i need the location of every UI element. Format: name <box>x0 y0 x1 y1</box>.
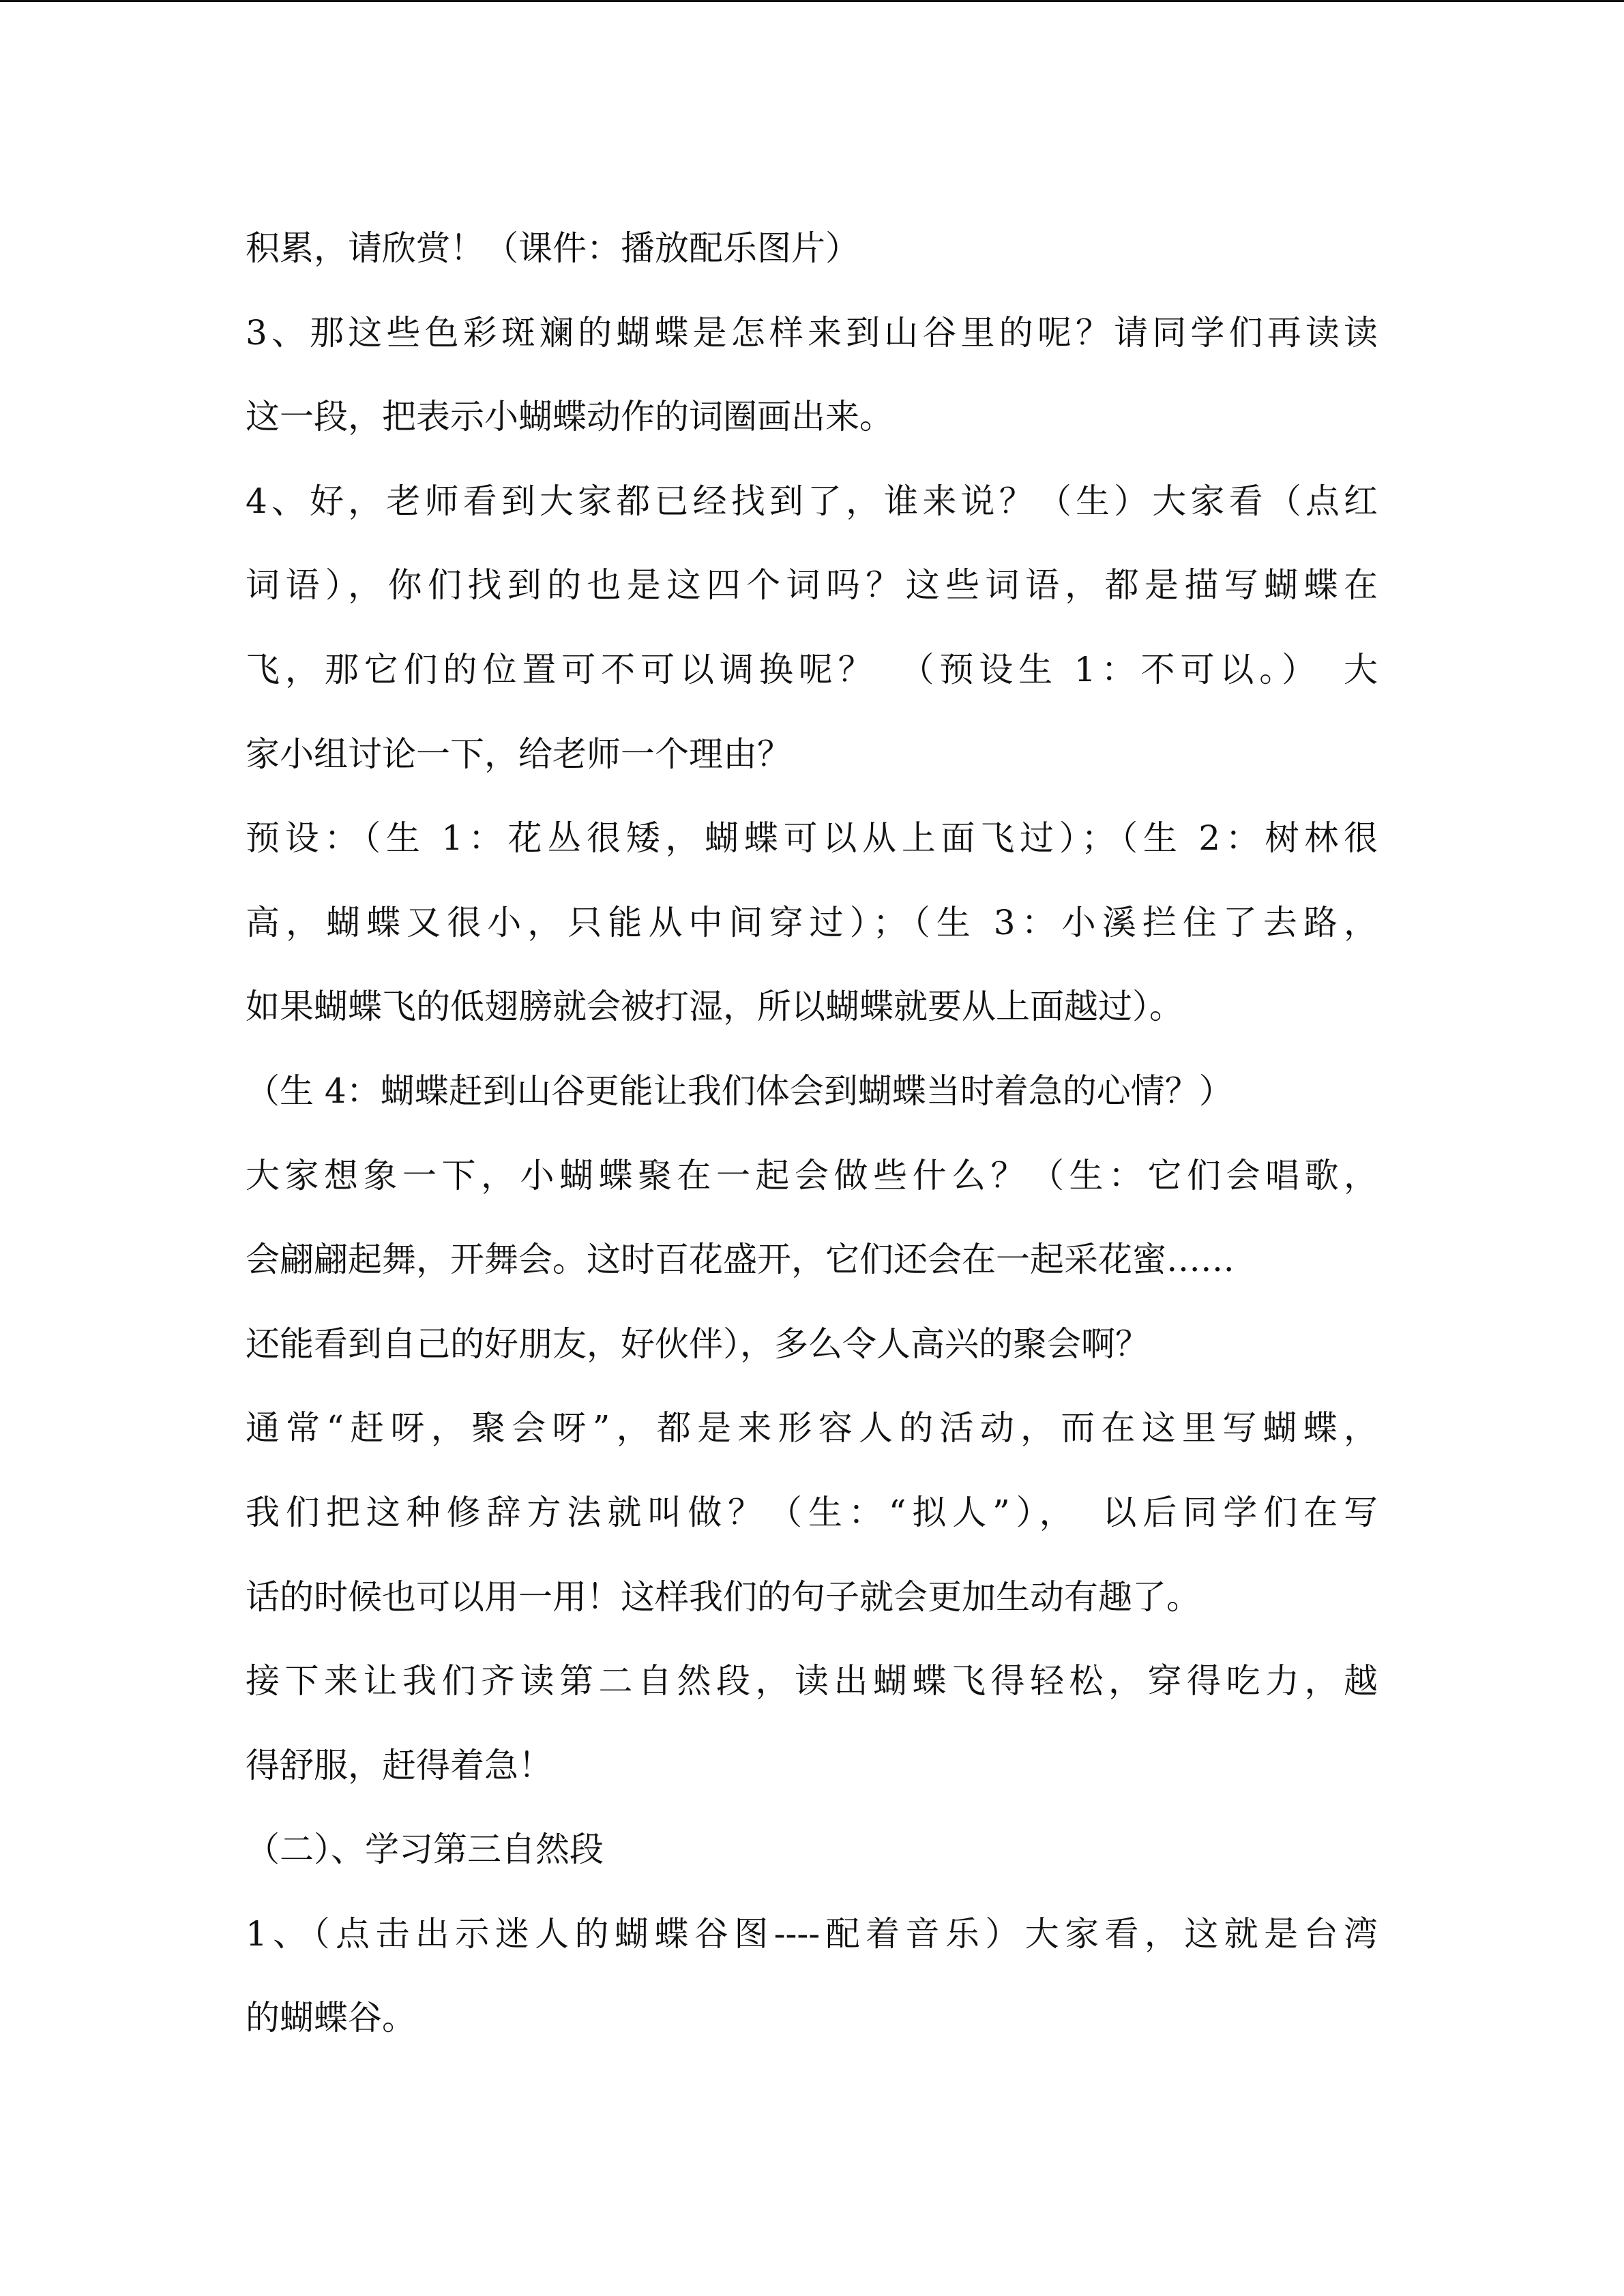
text-line: 还能看到自己的好朋友，好伙伴），多么令人高兴的聚会啊？ <box>246 1324 1149 1364</box>
text-line: 如果蝴蝶飞的低翅膀就会被打湿，所以蝴蝶就要从上面越过）。 <box>246 987 1183 1027</box>
text-line: 得舒服，赶得着急！ <box>246 1745 552 1785</box>
text-line: 的蝴蝶谷。 <box>246 1998 416 2038</box>
text-line: 我们把这种修辞方法就叫做？（生：“拟人”）， 以后同学们在写 <box>246 1492 1378 1532</box>
section-heading: （二）、学习第三自然段 <box>246 1830 604 1870</box>
text-line: 词语），你们找到的也是这四个词吗？这些词语，都是描写蝴蝶在 <box>246 565 1378 606</box>
text-line: 接下来让我们齐读第二自然段，读出蝴蝶飞得轻松，穿得吃力，越 <box>246 1661 1378 1701</box>
text-line: 3、那这些色彩斑斓的蝴蝶是怎样来到山谷里的呢？请同学们再读读 <box>246 312 1378 353</box>
text-line: 大家想象一下，小蝴蝶聚在一起会做些什么？（生：它们会唱歌， <box>246 1155 1378 1195</box>
text-line: 积累，请欣赏！（课件：播放配乐图片） <box>246 228 859 268</box>
text-line: 预设：（生 1：花丛很矮，蝴蝶可以从上面飞过）；（生 2：树林很 <box>246 818 1378 859</box>
text-line: 这一段，把表示小蝴蝶动作的词圈画出来。 <box>246 397 894 437</box>
text-line: 家小组讨论一下，给老师一个理由？ <box>246 734 791 774</box>
text-line: 飞，那它们的位置可不可以调换呢？ （预设生 1：不可以。） 大 <box>246 649 1378 689</box>
text-line: 4、好，老师看到大家都已经找到了，谁来说？（生）大家看（点红 <box>246 481 1378 521</box>
text-line: 会翩翩起舞，开舞会。这时百花盛开，它们还会在一起采花蜜…… <box>246 1240 1235 1280</box>
text-line: 高，蝴蝶又很小，只能从中间穿过）；（生 3：小溪拦住了去路， <box>246 902 1378 942</box>
text-line: （生 4：蝴蝶赶到山谷更能让我们体会到蝴蝶当时着急的心情？） <box>246 1071 1233 1111</box>
text-line: 话的时候也可以用一用！这样我们的句子就会更加生动有趣了。 <box>246 1577 1200 1617</box>
text-line: 1、（点击出示迷人的蝴蝶谷图----配着音乐）大家看，这就是台湾 <box>246 1913 1378 1954</box>
document-body <box>246 207 1378 2061</box>
text-line: 通常“赶呀，聚会呀”，都是来形容人的活动，而在这里写蝴蝶， <box>246 1408 1378 1448</box>
